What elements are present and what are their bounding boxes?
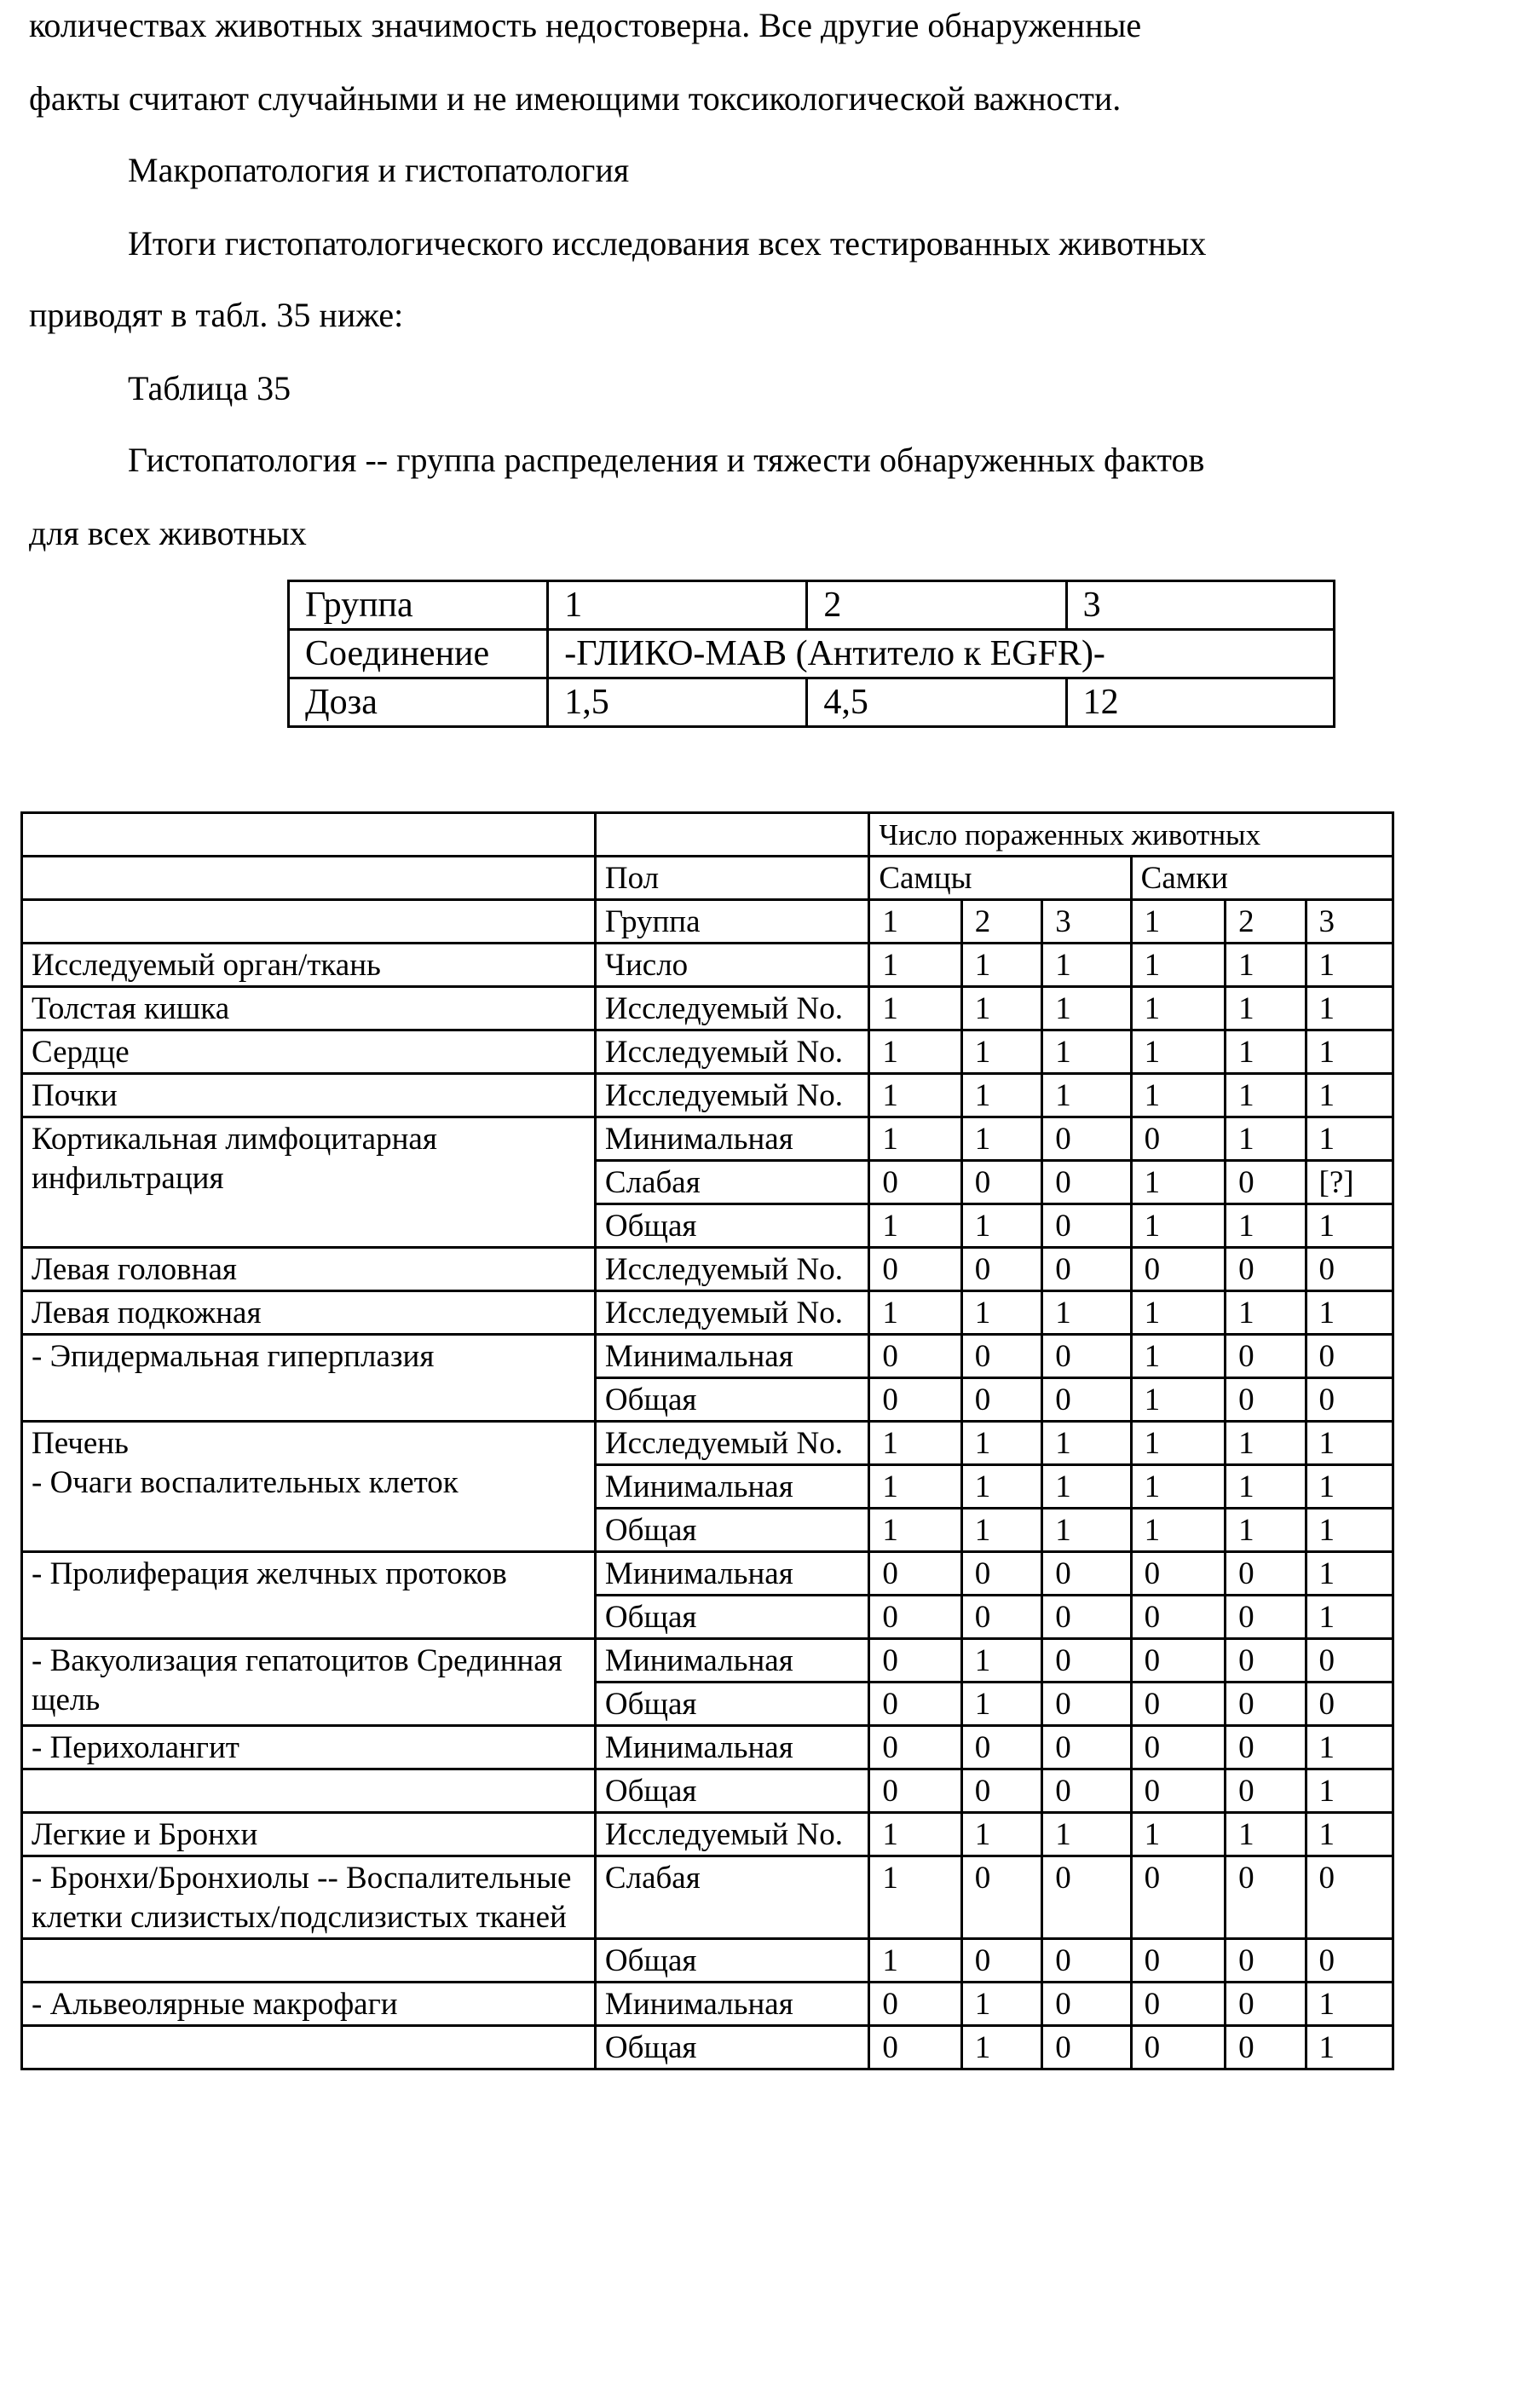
value-cell: 0 xyxy=(1131,1552,1225,1596)
table-row xyxy=(289,630,1335,678)
value-cell: 0 xyxy=(1306,1335,1393,1378)
measure-cell: Общая xyxy=(595,1683,868,1726)
table-title: Гистопатология -- группа распределения и тяжести обнаруженных фактов xyxy=(128,441,1205,479)
table-body xyxy=(22,987,1393,2069)
table-row xyxy=(22,987,1393,1030)
table-row xyxy=(22,1030,1393,1074)
measure-cell: Общая xyxy=(595,1378,868,1422)
organ-cell: - Эпидермальная гиперплазия xyxy=(22,1335,596,1422)
value-cell: 0 xyxy=(1226,1983,1306,2026)
cell: 12 xyxy=(1066,678,1334,727)
cell: Исследуемый орган/ткань xyxy=(22,944,596,987)
value-cell: 1 xyxy=(1131,1335,1225,1378)
value-cell: 1 xyxy=(869,1465,961,1509)
value-cell: 1 xyxy=(1131,987,1225,1030)
cell: 3 xyxy=(1306,900,1393,944)
organ-cell: Почки xyxy=(22,1074,596,1117)
value-cell: 0 xyxy=(1226,1683,1306,1726)
table-row xyxy=(22,1248,1393,1291)
value-cell: 0 xyxy=(1131,1856,1225,1939)
value-cell: 0 xyxy=(869,1161,961,1204)
value-cell: 1 xyxy=(1306,1769,1393,1813)
measure-cell: Минимальная xyxy=(595,1117,868,1161)
value-cell: 1 xyxy=(961,1074,1041,1117)
dose-table xyxy=(287,580,1335,728)
value-cell: 1 xyxy=(1226,987,1306,1030)
value-cell: 0 xyxy=(1306,1856,1393,1939)
value-cell: 0 xyxy=(1042,1552,1131,1596)
table-row xyxy=(22,1726,1393,1769)
cell: 3 xyxy=(1066,581,1334,630)
measure-cell: Исследуемый No. xyxy=(595,1813,868,1856)
value-cell: 1 xyxy=(1306,1726,1393,1769)
value-cell: 0 xyxy=(1226,1378,1306,1422)
cell: Самки xyxy=(1131,857,1393,900)
value-cell: 1 xyxy=(869,1074,961,1117)
value-cell: 0 xyxy=(1131,1939,1225,1983)
paragraph-line: приводят в табл. 35 ниже: xyxy=(29,296,404,334)
cell: 1 xyxy=(1306,944,1393,987)
table-row xyxy=(22,1335,1393,1378)
value-cell: 0 xyxy=(961,1856,1041,1939)
value-cell: 1 xyxy=(1306,1983,1393,2026)
cell: Число xyxy=(595,944,868,987)
organ-cell xyxy=(22,1769,596,1813)
value-cell: 0 xyxy=(961,1769,1041,1813)
cell: Группа xyxy=(289,581,548,630)
organ-cell: Сердце xyxy=(22,1030,596,1074)
organ-cell: Легкие и Бронхи xyxy=(22,1813,596,1856)
measure-cell: Минимальная xyxy=(595,1726,868,1769)
value-cell: 0 xyxy=(1131,1769,1225,1813)
organ-cell xyxy=(22,2026,596,2069)
value-cell: 0 xyxy=(869,1639,961,1683)
value-cell: 0 xyxy=(1042,1161,1131,1204)
cell: 2 xyxy=(807,581,1066,630)
value-cell: 0 xyxy=(1306,1939,1393,1983)
cell: -ГЛИКО-МАВ (Антитело к EGFR)- xyxy=(548,630,1335,678)
cell xyxy=(595,813,868,857)
value-cell: 1 xyxy=(1306,1117,1393,1161)
value-cell: 1 xyxy=(961,1813,1041,1856)
value-cell: 1 xyxy=(1131,1291,1225,1335)
value-cell: 1 xyxy=(1226,1117,1306,1161)
value-cell: 1 xyxy=(1131,1422,1225,1465)
cell xyxy=(22,900,596,944)
value-cell: 1 xyxy=(869,1509,961,1552)
paragraph-line: факты считают случайными и не имеющими токсикологической важности. xyxy=(29,79,1122,118)
cell: Доза xyxy=(289,678,548,727)
value-cell: 0 xyxy=(1131,1726,1225,1769)
histopathology-table xyxy=(20,811,1394,2070)
value-cell: 1 xyxy=(1306,1509,1393,1552)
value-cell: 1 xyxy=(1042,1813,1131,1856)
value-cell: 1 xyxy=(1131,1074,1225,1117)
value-cell: 0 xyxy=(869,1983,961,2026)
value-cell: 0 xyxy=(961,1939,1041,1983)
organ-cell xyxy=(22,1939,596,1983)
value-cell: 0 xyxy=(1042,1939,1131,1983)
value-cell: 1 xyxy=(1226,1074,1306,1117)
value-cell: 1 xyxy=(1042,1291,1131,1335)
value-cell: 1 xyxy=(1042,1030,1131,1074)
measure-cell: Общая xyxy=(595,1769,868,1813)
value-cell: 1 xyxy=(1226,1030,1306,1074)
value-cell: 1 xyxy=(1226,1422,1306,1465)
measure-cell: Общая xyxy=(595,2026,868,2069)
value-cell: 0 xyxy=(1131,1639,1225,1683)
cell: 1 xyxy=(1042,944,1131,987)
value-cell: 0 xyxy=(1226,1639,1306,1683)
table-row xyxy=(289,678,1335,727)
value-cell: 0 xyxy=(869,1378,961,1422)
table-row xyxy=(22,1639,1393,1683)
value-cell: 1 xyxy=(1226,1291,1306,1335)
organ-cell: Левая подкожная xyxy=(22,1291,596,1335)
value-cell: 1 xyxy=(961,1030,1041,1074)
measure-cell: Общая xyxy=(595,1596,868,1639)
cell: 1 xyxy=(1131,900,1225,944)
value-cell: 1 xyxy=(869,1856,961,1939)
value-cell: 0 xyxy=(1306,1639,1393,1683)
value-cell: 1 xyxy=(869,1030,961,1074)
value-cell: 0 xyxy=(1042,1769,1131,1813)
value-cell: 0 xyxy=(1226,1552,1306,1596)
cell: 1 xyxy=(961,944,1041,987)
value-cell: 1 xyxy=(961,987,1041,1030)
section-heading: Макропатология и гистопатология xyxy=(128,151,630,189)
table-row xyxy=(22,1422,1393,1465)
value-cell: 1 xyxy=(1226,1204,1306,1248)
value-cell: 1 xyxy=(869,1422,961,1465)
cell xyxy=(22,857,596,900)
value-cell: 1 xyxy=(1226,1509,1306,1552)
value-cell: 0 xyxy=(869,1335,961,1378)
value-cell: 1 xyxy=(1306,1030,1393,1074)
value-cell: 1 xyxy=(1042,1509,1131,1552)
value-cell: 0 xyxy=(1042,1726,1131,1769)
cell: Соединение xyxy=(289,630,548,678)
value-cell: 0 xyxy=(961,1378,1041,1422)
value-cell: 1 xyxy=(1131,1509,1225,1552)
value-cell: 1 xyxy=(961,1117,1041,1161)
table-caption: Таблица 35 xyxy=(128,369,291,407)
measure-cell: Минимальная xyxy=(595,1335,868,1378)
cell: 2 xyxy=(1226,900,1306,944)
value-cell: 0 xyxy=(1042,1117,1131,1161)
value-cell: 1 xyxy=(1306,1596,1393,1639)
organ-cell: Толстая кишка xyxy=(22,987,596,1030)
value-cell: 1 xyxy=(961,1683,1041,1726)
measure-cell: Исследуемый No. xyxy=(595,1074,868,1117)
value-cell: 0 xyxy=(1226,1726,1306,1769)
measure-cell: Исследуемый No. xyxy=(595,987,868,1030)
table-title-cont: для всех животных xyxy=(29,514,307,552)
value-cell: 1 xyxy=(869,987,961,1030)
value-cell: [?] xyxy=(1306,1161,1393,1204)
value-cell: 0 xyxy=(1306,1378,1393,1422)
table-row xyxy=(22,944,1393,987)
cell: 1 xyxy=(548,581,807,630)
value-cell: 0 xyxy=(1226,1939,1306,1983)
cell: 1 xyxy=(869,944,961,987)
value-cell: 0 xyxy=(1131,2026,1225,2069)
value-cell: 0 xyxy=(1131,1248,1225,1291)
value-cell: 0 xyxy=(1042,2026,1131,2069)
measure-cell: Минимальная xyxy=(595,1552,868,1596)
value-cell: 1 xyxy=(1306,987,1393,1030)
value-cell: 1 xyxy=(1131,1813,1225,1856)
cell: 2 xyxy=(961,900,1041,944)
measure-cell: Слабая xyxy=(595,1161,868,1204)
value-cell: 0 xyxy=(1042,1248,1131,1291)
value-cell: 1 xyxy=(961,1422,1041,1465)
cell: 3 xyxy=(1042,900,1131,944)
value-cell: 0 xyxy=(961,1335,1041,1378)
cell: Число пораженных животных xyxy=(869,813,1393,857)
value-cell: 1 xyxy=(1042,1422,1131,1465)
table-row xyxy=(22,857,1393,900)
measure-cell: Исследуемый No. xyxy=(595,1291,868,1335)
value-cell: 0 xyxy=(1226,1335,1306,1378)
value-cell: 1 xyxy=(961,1204,1041,1248)
value-cell: 0 xyxy=(961,1248,1041,1291)
table-row xyxy=(22,1291,1393,1335)
cell: Самцы xyxy=(869,857,1131,900)
cell: Пол xyxy=(595,857,868,900)
value-cell: 1 xyxy=(961,2026,1041,2069)
value-cell: 1 xyxy=(1131,1204,1225,1248)
measure-cell: Исследуемый No. xyxy=(595,1422,868,1465)
table-row xyxy=(22,1769,1393,1813)
value-cell: 1 xyxy=(961,1509,1041,1552)
value-cell: 0 xyxy=(1226,2026,1306,2069)
value-cell: 1 xyxy=(869,1117,961,1161)
value-cell: 0 xyxy=(1131,1983,1225,2026)
table-row xyxy=(22,1939,1393,1983)
value-cell: 1 xyxy=(1042,987,1131,1030)
value-cell: 0 xyxy=(1042,1335,1131,1378)
value-cell: 1 xyxy=(1131,1161,1225,1204)
table-row xyxy=(22,813,1393,857)
value-cell: 0 xyxy=(961,1161,1041,1204)
value-cell: 0 xyxy=(1131,1117,1225,1161)
value-cell: 0 xyxy=(1131,1683,1225,1726)
table-row xyxy=(22,1983,1393,2026)
value-cell: 1 xyxy=(961,1291,1041,1335)
value-cell: 0 xyxy=(1042,1204,1131,1248)
measure-cell: Общая xyxy=(595,1939,868,1983)
value-cell: 0 xyxy=(869,1596,961,1639)
value-cell: 0 xyxy=(1226,1769,1306,1813)
value-cell: 0 xyxy=(869,1552,961,1596)
organ-cell: - Пролиферация желчных протоков xyxy=(22,1552,596,1639)
value-cell: 0 xyxy=(1226,1248,1306,1291)
table-row xyxy=(22,1813,1393,1856)
table-row xyxy=(22,2026,1393,2069)
value-cell: 1 xyxy=(1131,1030,1225,1074)
organ-cell: - Перихолангит xyxy=(22,1726,596,1769)
value-cell: 0 xyxy=(869,1248,961,1291)
value-cell: 0 xyxy=(1226,1161,1306,1204)
value-cell: 0 xyxy=(1042,1378,1131,1422)
value-cell: 0 xyxy=(961,1596,1041,1639)
value-cell: 1 xyxy=(1306,1074,1393,1117)
value-cell: 1 xyxy=(869,1204,961,1248)
value-cell: 1 xyxy=(1131,1378,1225,1422)
value-cell: 0 xyxy=(1042,1639,1131,1683)
value-cell: 0 xyxy=(1042,1983,1131,2026)
value-cell: 1 xyxy=(961,1983,1041,2026)
value-cell: 1 xyxy=(869,1813,961,1856)
cell: 1,5 xyxy=(548,678,807,727)
value-cell: 1 xyxy=(1042,1074,1131,1117)
value-cell: 1 xyxy=(1306,1813,1393,1856)
paragraph-line: Итоги гистопатологического исследования всех тестированных животных xyxy=(128,224,1207,263)
value-cell: 1 xyxy=(1306,1552,1393,1596)
table-row xyxy=(22,1117,1393,1161)
organ-cell: Левая головная xyxy=(22,1248,596,1291)
value-cell: 1 xyxy=(1226,1813,1306,1856)
value-cell: 0 xyxy=(869,1726,961,1769)
value-cell: 0 xyxy=(961,1552,1041,1596)
value-cell: 0 xyxy=(1226,1856,1306,1939)
value-cell: 1 xyxy=(961,1639,1041,1683)
measure-cell: Исследуемый No. xyxy=(595,1030,868,1074)
measure-cell: Минимальная xyxy=(595,1983,868,2026)
value-cell: 0 xyxy=(961,1726,1041,1769)
organ-cell: - Бронхи/Бронхиолы -- Воспалительные клетки слизистых/подслизистых тканей xyxy=(22,1856,596,1939)
value-cell: 0 xyxy=(1042,1856,1131,1939)
value-cell: 0 xyxy=(1306,1683,1393,1726)
measure-cell: Общая xyxy=(595,1204,868,1248)
organ-cell: Кортикальная лимфоцитарная инфильтрация xyxy=(22,1117,596,1248)
value-cell: 1 xyxy=(1306,1291,1393,1335)
measure-cell: Минимальная xyxy=(595,1465,868,1509)
cell xyxy=(22,813,596,857)
value-cell: 1 xyxy=(1131,1465,1225,1509)
value-cell: 0 xyxy=(1226,1596,1306,1639)
value-cell: 0 xyxy=(1042,1596,1131,1639)
value-cell: 1 xyxy=(869,1939,961,1983)
table-row xyxy=(22,1856,1393,1939)
table-row xyxy=(22,900,1393,944)
organ-cell: Печень - Очаги воспалительных клеток xyxy=(22,1422,596,1552)
value-cell: 1 xyxy=(869,1291,961,1335)
measure-cell: Общая xyxy=(595,1509,868,1552)
value-cell: 0 xyxy=(869,1683,961,1726)
measure-cell: Слабая xyxy=(595,1856,868,1939)
organ-cell: - Вакуолизация гепатоцитов Срединная щель xyxy=(22,1639,596,1726)
value-cell: 1 xyxy=(961,1465,1041,1509)
table-row xyxy=(289,581,1335,630)
value-cell: 1 xyxy=(1306,1465,1393,1509)
value-cell: 0 xyxy=(869,1769,961,1813)
value-cell: 1 xyxy=(1306,1422,1393,1465)
measure-cell: Исследуемый No. xyxy=(595,1248,868,1291)
cell: 1 xyxy=(1226,944,1306,987)
value-cell: 0 xyxy=(1306,1248,1393,1291)
value-cell: 0 xyxy=(1131,1596,1225,1639)
cell: 1 xyxy=(869,900,961,944)
cell: 1 xyxy=(1131,944,1225,987)
table-row xyxy=(22,1074,1393,1117)
value-cell: 1 xyxy=(1306,1204,1393,1248)
organ-cell: - Альвеолярные макрофаги xyxy=(22,1983,596,2026)
table-row xyxy=(22,1552,1393,1596)
cell: Группа xyxy=(595,900,868,944)
paragraph-line: количествах животных значимость недостоверна. Все другие обнаруженные xyxy=(29,6,1142,44)
value-cell: 1 xyxy=(1042,1465,1131,1509)
measure-cell: Минимальная xyxy=(595,1639,868,1683)
value-cell: 0 xyxy=(869,2026,961,2069)
value-cell: 1 xyxy=(1306,2026,1393,2069)
value-cell: 1 xyxy=(1226,1465,1306,1509)
cell: 4,5 xyxy=(807,678,1066,727)
value-cell: 0 xyxy=(1042,1683,1131,1726)
